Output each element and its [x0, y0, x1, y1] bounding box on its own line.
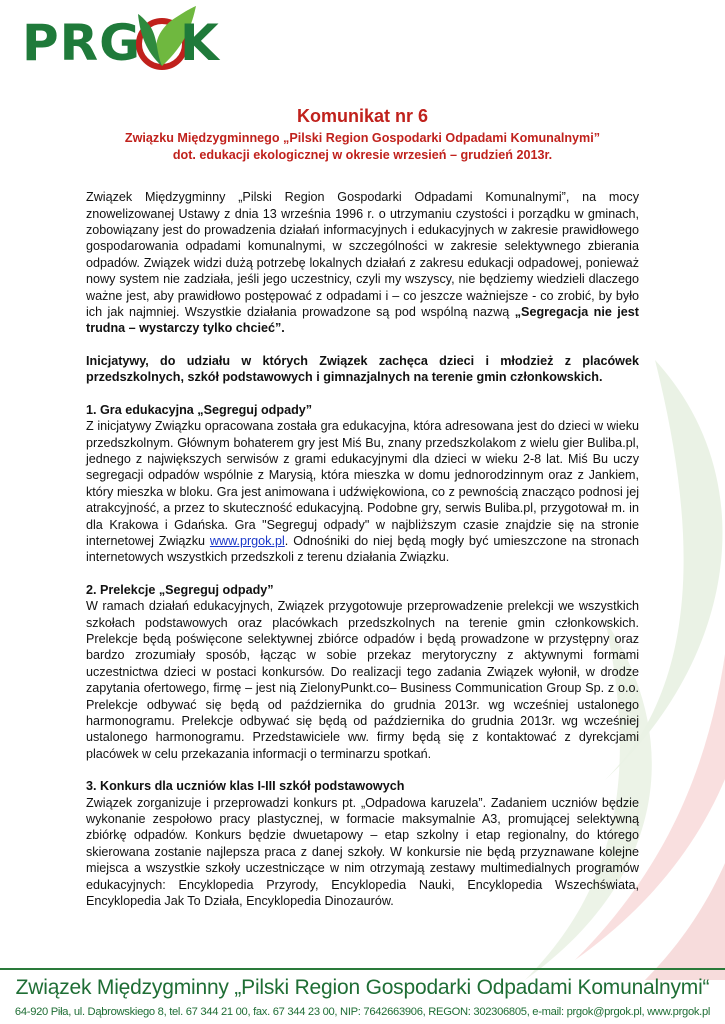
document-title: Komunikat nr 6	[296, 106, 429, 126]
footer-address: 64-920 Piła, ul. Dąbrowskiego 8, tel. 67 344 21 00, fax. 67 344 23 00, NIP: 7642663906, REGON: 302306805, e-mail: prgok@prgok.pl, www.prgok.pl	[14, 1006, 711, 1018]
intro-text: Związek Międzygminny „Pilski Region Gospodarki Odpadami Komunalnymi”, na mocy znowelizowanej Ustawy z dnia 13 września 1996 r. o utrzymaniu czystości i porządku w gminach, zobowiązany jest do prowadzenia działań informacyjnych i edukacyjnych w zakresie prawidłowego gospodarowania odpadami komunalnymi, w szczególności w zakresie selektywnego zbierania odpadów. Związek widzi dużą potrzebę lokalnych działań z zakresu edukacji odpadowej, ponieważ nowy system nie zadziała, jeśli jego uczestnicy, czyli my wszyscy, nie będziemy wiedzieli dlaczego ważne jest, aby prawidłowo postępować z odpadami i – co jeszcze ważniejsze - co zrobić, by było ich jak najmniej. Wszystkie działania prowadzone są pod wspólną nazwą	[86, 190, 639, 320]
section-1-text-end: . Odnośniki do niej będą mogły być umieszczone na stronach internetowych wszystkich przedszkoli z terenu działania Związku.	[86, 533, 639, 565]
logo-text: PRG	[22, 14, 142, 72]
section-1-heading: 1. Gra edukacyjna „Segreguj odpady”	[86, 402, 313, 417]
document-subtitle-1: Związku Międzygminnego „Pilski Region Gospodarki Odpadami Komunalnymi”	[124, 131, 601, 146]
footer-organization-name: Związek Międzygminny „Pilski Region Gospodarki Odpadami Komunalnymi“	[15, 976, 710, 999]
document-body	[86, 108, 639, 909]
section-1-text: Z inicjatywy Związku opracowana została gra edukacyjna, która adresowana jest do dzieci w wieku przedszkolnym. Głównym bohaterem gry jest Miś Bu, znany przedszkolakom z wielu gier Buliba.pl, jednego z największych serwisów z grami edukacyjnymi dla dzieci w wieku 2-8 lat. Miś Bu uczy segregacji odpadów wspólnie z Marysią, która mieszka w domu jednorodzinnym oraz z Jankiem, który mieszka w bloku. Gra jest animowana i udźwiękowiona, co z pewnością znacząco podnosi jej atrakcyjność, a przez to skuteczność edukacyjną. Podobne gry, serwis Buliba.pl, przygotował m. in dla Krakowa i Gdańska. Gra "Segreguj odpady" w najbliższym czasie znajdzie się na stronie internetowej Związku	[86, 419, 639, 548]
slogan: „Segregacja nie jest trudna – wystarczy tylko chcieć”	[86, 305, 639, 336]
intro-paragraph	[86, 189, 639, 337]
prgok-logo	[22, 6, 242, 86]
logo-text-k: K	[180, 14, 220, 72]
section-1-paragraph	[86, 418, 639, 566]
initiatives-heading: Inicjatywy, do udziału w których Związek zachęca dzieci i młodzież z placówek przedszkolnych, szkół podstawowych i gimnazjalnych na terenie gmin członkowskich.	[86, 353, 639, 385]
section-3-paragraph: Związek zorganizuje i przeprowadzi konkurs pt. „Odpadowa karuzela”. Zadaniem uczniów będzie wykonanie zespołowo pracy plastycznej, w formacie maksymalnie A3, promującej selektywną zbiórkę odpadów. Konkurs będzie dwuetapowy – etap szkolny i etap regionalny, do którego skierowana zostanie najlepsza praca z danej szkoły. W konkursie nie będą przyznawane kolejne miejsca a wszystkie szkoły uczestniczące w nim otrzymają zestawy multimedialnych programów edukacyjnych: Encyklopedia Przyrody, Encyklopedia Nauki, Encyklopedia Wszechświata, Encyklopedia Jak To Działa, Encyklopedia Dinozaurów.	[86, 795, 639, 909]
footer-divider	[0, 968, 725, 970]
intro-end: .	[281, 321, 285, 336]
prgok-website-link[interactable]: www.prgok.pl	[209, 533, 285, 548]
section-3-heading: 3. Konkurs dla uczniów klas I-III szkół podstawowych	[86, 779, 405, 794]
section-2-heading: 2. Prelekcje „Segreguj odpady”	[86, 582, 274, 597]
section-2-paragraph: W ramach działań edukacyjnych, Związek przygotowuje przeprowadzenie prelekcji we wszystkich szkołach podstawowych oraz placówkach przedszkolnych na terenie gmin członkowskich. Prelekcje będą poświęcone selektywnej zbiórce odpadów i będą prowadzone w przystępny oraz bardzo zrozumiały sposób, łącząc w sobie przekaz merytoryczny z aktywnymi formami uczestnictwa dzieci w postaci konkursów. Do realizacji tego zadania Związek wyłonił, w drodze zapytania ofertowego, firmę – jest nią ZielonyPunkt.co– Business Communication Group Sp. z o.o. Prelekcje odbywać się będą od października do grudnia 2013r. wg wcześniej ustalonego harmonogramu. Prelekcje odbywać się będą od października do grudnia 2013r. wg wcześniej ustalonego harmonogramu. Przedstawiciele ww. firmy będą się z kontaktować z dyrekcjami placówek w celu przekazania informacji o terminarzu spotkań.	[86, 599, 639, 761]
document-subtitle-2: dot. edukacji ekologicznej w okresie wrzesień – grudzień 2013r.	[172, 147, 553, 162]
